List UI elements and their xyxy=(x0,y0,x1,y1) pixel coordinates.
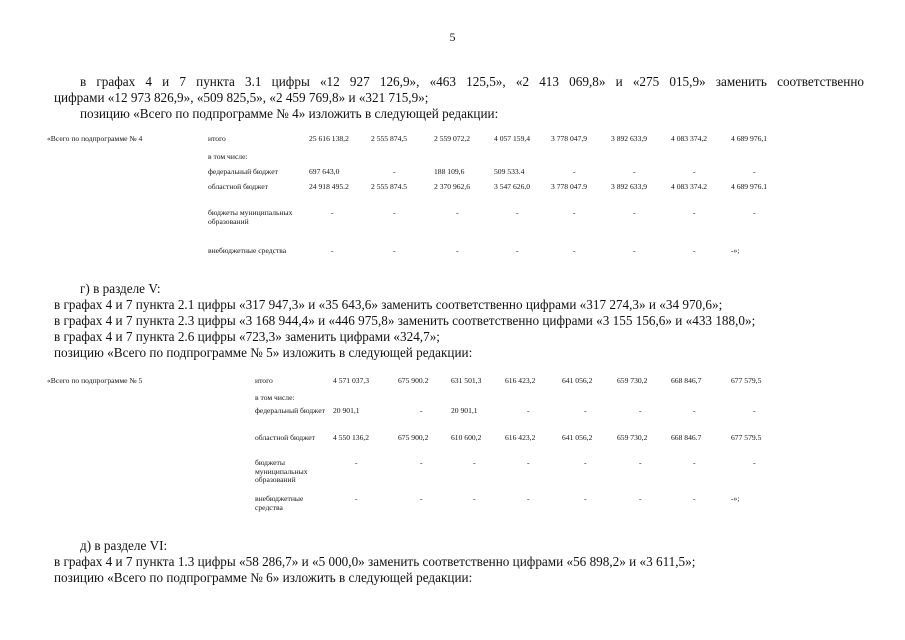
table-cell: 641 056,2 xyxy=(562,433,593,442)
table-cell: - xyxy=(473,458,476,467)
table-cell: - xyxy=(639,494,642,503)
table-cell: - xyxy=(693,406,696,415)
table-cell: 24 918 495.2 xyxy=(309,182,349,191)
table-cell: 3 892 633,9 xyxy=(611,134,648,143)
table-cell: 2 555 874.5 xyxy=(371,182,408,191)
row-label: бюджеты муниципальных образований xyxy=(255,458,308,485)
table-cell: 509 533.4 xyxy=(494,167,525,176)
table-cell: - xyxy=(584,458,587,467)
table-cell: 4 571 037,3 xyxy=(333,376,370,385)
table-cell: 610 600,2 xyxy=(451,433,482,442)
table-cell: - xyxy=(693,494,696,503)
table-title: «Всего по подпрограмме № 4 xyxy=(47,134,143,143)
table-cell: 2 555 874,5 xyxy=(371,134,408,143)
para2-line2: в графах 4 и 7 пункта 2.1 цифры «317 947,3» и «35 643,6» заменить соответственно цифрами «317 274,3» и «34 970,6»; xyxy=(54,297,723,312)
paragraph-section-vi xyxy=(54,538,864,586)
table-cell: -»; xyxy=(731,246,740,255)
row-label: в том числе: xyxy=(208,152,248,161)
para3-line1: д) в разделе VI: xyxy=(80,538,168,553)
para1-line3: позицию «Всего по подпрограмме № 4» изложить в следующей редакции: xyxy=(80,106,499,121)
para2-line1: г) в разделе V: xyxy=(80,281,161,296)
table-cell: 4 689 976.1 xyxy=(731,182,768,191)
table-cell: - xyxy=(473,494,476,503)
table-cell: 659 730,2 xyxy=(617,376,648,385)
table-cell: - xyxy=(633,167,636,176)
paragraph-section-v xyxy=(54,281,864,361)
table-cell: - xyxy=(331,246,334,255)
table-cell: - xyxy=(693,208,696,217)
table-cell: 641 056,2 xyxy=(562,376,593,385)
table-cell: - xyxy=(573,167,576,176)
table-cell: - xyxy=(331,208,334,217)
table-cell: 3 778 047,9 xyxy=(551,134,588,143)
table-cell: - xyxy=(393,167,396,176)
table-cell: 677 579.5 xyxy=(731,433,762,442)
table-cell: - xyxy=(639,406,642,415)
table-cell: 675 900.2 xyxy=(398,376,429,385)
para1-line1: в графах 4 и 7 пункта 3.1 цифры «12 927 126,9», «463 125,5», «2 413 069,8» и «275 015,9» заменить соответственно xyxy=(80,74,864,89)
table-cell: 2 370 962,6 xyxy=(434,182,471,191)
row-label: в том числе: xyxy=(255,393,295,402)
row-label: итого xyxy=(255,376,273,385)
paragraph-section-4 xyxy=(54,74,864,122)
table-cell: 3 892 633,9 xyxy=(611,182,648,191)
table-cell: - xyxy=(516,208,519,217)
table-cell: - xyxy=(633,208,636,217)
para2-line5: позицию «Всего по подпрограмме № 5» изложить в следующей редакции: xyxy=(54,345,473,360)
row-label: областной бюджет xyxy=(208,182,268,191)
para2-line3: в графах 4 и 7 пункта 2.3 цифры «3 168 944,4» и «446 975,8» заменить соответственно цифрами «3 155 156,6» и «433 188,0»; xyxy=(54,313,756,328)
table-cell: - xyxy=(693,167,696,176)
table-cell: 697 643,0 xyxy=(309,167,340,176)
table-cell: - xyxy=(753,406,756,415)
table-cell: 4 083 374.2 xyxy=(671,182,708,191)
table-cell: - xyxy=(420,406,423,415)
table-cell: - xyxy=(753,208,756,217)
table-cell: 616 423,2 xyxy=(505,433,536,442)
table-cell: 3 778 047.9 xyxy=(551,182,588,191)
row-label: итого xyxy=(208,134,226,143)
table-cell: 20 901,1 xyxy=(333,406,360,415)
table-cell: 25 616 138,2 xyxy=(309,134,349,143)
table-cell: 4 689 976,1 xyxy=(731,134,768,143)
page-number: 5 xyxy=(449,30,456,44)
table-cell: - xyxy=(573,208,576,217)
table-cell: - xyxy=(393,208,396,217)
para3-line3: позицию «Всего по подпрограмме № 6» изложить в следующей редакции: xyxy=(54,570,473,585)
row-label: внебюджетные средства xyxy=(255,494,304,512)
table-cell: - xyxy=(355,458,358,467)
row-label: федеральный бюджет xyxy=(255,406,325,415)
para2-line4: в графах 4 и 7 пункта 2.6 цифры «723,3» заменить цифрами «324,7»; xyxy=(54,329,440,344)
row-label: внебюджетные средства xyxy=(208,246,287,255)
table-cell: -»; xyxy=(731,494,740,503)
table-cell: - xyxy=(393,246,396,255)
table-cell: - xyxy=(633,246,636,255)
table-cell: 4 550 136,2 xyxy=(333,433,370,442)
table-cell: - xyxy=(584,494,587,503)
table-cell: - xyxy=(693,458,696,467)
table-cell: 2 559 072,2 xyxy=(434,134,471,143)
table-cell: 668 846,7 xyxy=(671,376,702,385)
table-cell: 631 501,3 xyxy=(451,376,482,385)
table-cell: - xyxy=(753,167,756,176)
table-cell: - xyxy=(527,494,530,503)
para1-line2: цифрами «12 973 826,9», «509 825,5», «2 459 769,8» и «321 715,9»; xyxy=(54,90,429,105)
table-cell: 3 547 626,0 xyxy=(494,182,531,191)
table-cell: - xyxy=(456,208,459,217)
table-cell: - xyxy=(639,458,642,467)
row-label: федеральный бюджет xyxy=(208,167,278,176)
row-label: областной бюджет xyxy=(255,433,315,442)
table-cell: 4 057 159,4 xyxy=(494,134,531,143)
table-title: «Всего по подпрограмме № 5 xyxy=(47,376,143,385)
table-cell: 20 901,1 xyxy=(451,406,478,415)
table-cell: - xyxy=(573,246,576,255)
table-cell: 4 083 374,2 xyxy=(671,134,708,143)
table-cell: - xyxy=(516,246,519,255)
table-cell: 188 109,6 xyxy=(434,167,465,176)
table-cell: - xyxy=(584,406,587,415)
table-cell: - xyxy=(420,458,423,467)
table-cell: 659 730,2 xyxy=(617,433,648,442)
table-cell: 668 846.7 xyxy=(671,433,702,442)
table-cell: 675 900,2 xyxy=(398,433,429,442)
table-cell: 616 423,2 xyxy=(505,376,536,385)
table-cell: - xyxy=(420,494,423,503)
table-cell: 677 579,5 xyxy=(731,376,762,385)
row-label: бюджеты муниципальных образований xyxy=(208,208,293,226)
table-cell: - xyxy=(753,458,756,467)
para3-line2: в графах 4 и 7 пункта 1.3 цифры «58 286,7» и «5 000,0» заменить соответственно цифрами «56 898,2» и «3 611,5»; xyxy=(54,554,696,569)
table-cell: - xyxy=(693,246,696,255)
table-cell: - xyxy=(355,494,358,503)
table-cell: - xyxy=(527,406,530,415)
table-cell: - xyxy=(527,458,530,467)
table-cell: - xyxy=(456,246,459,255)
